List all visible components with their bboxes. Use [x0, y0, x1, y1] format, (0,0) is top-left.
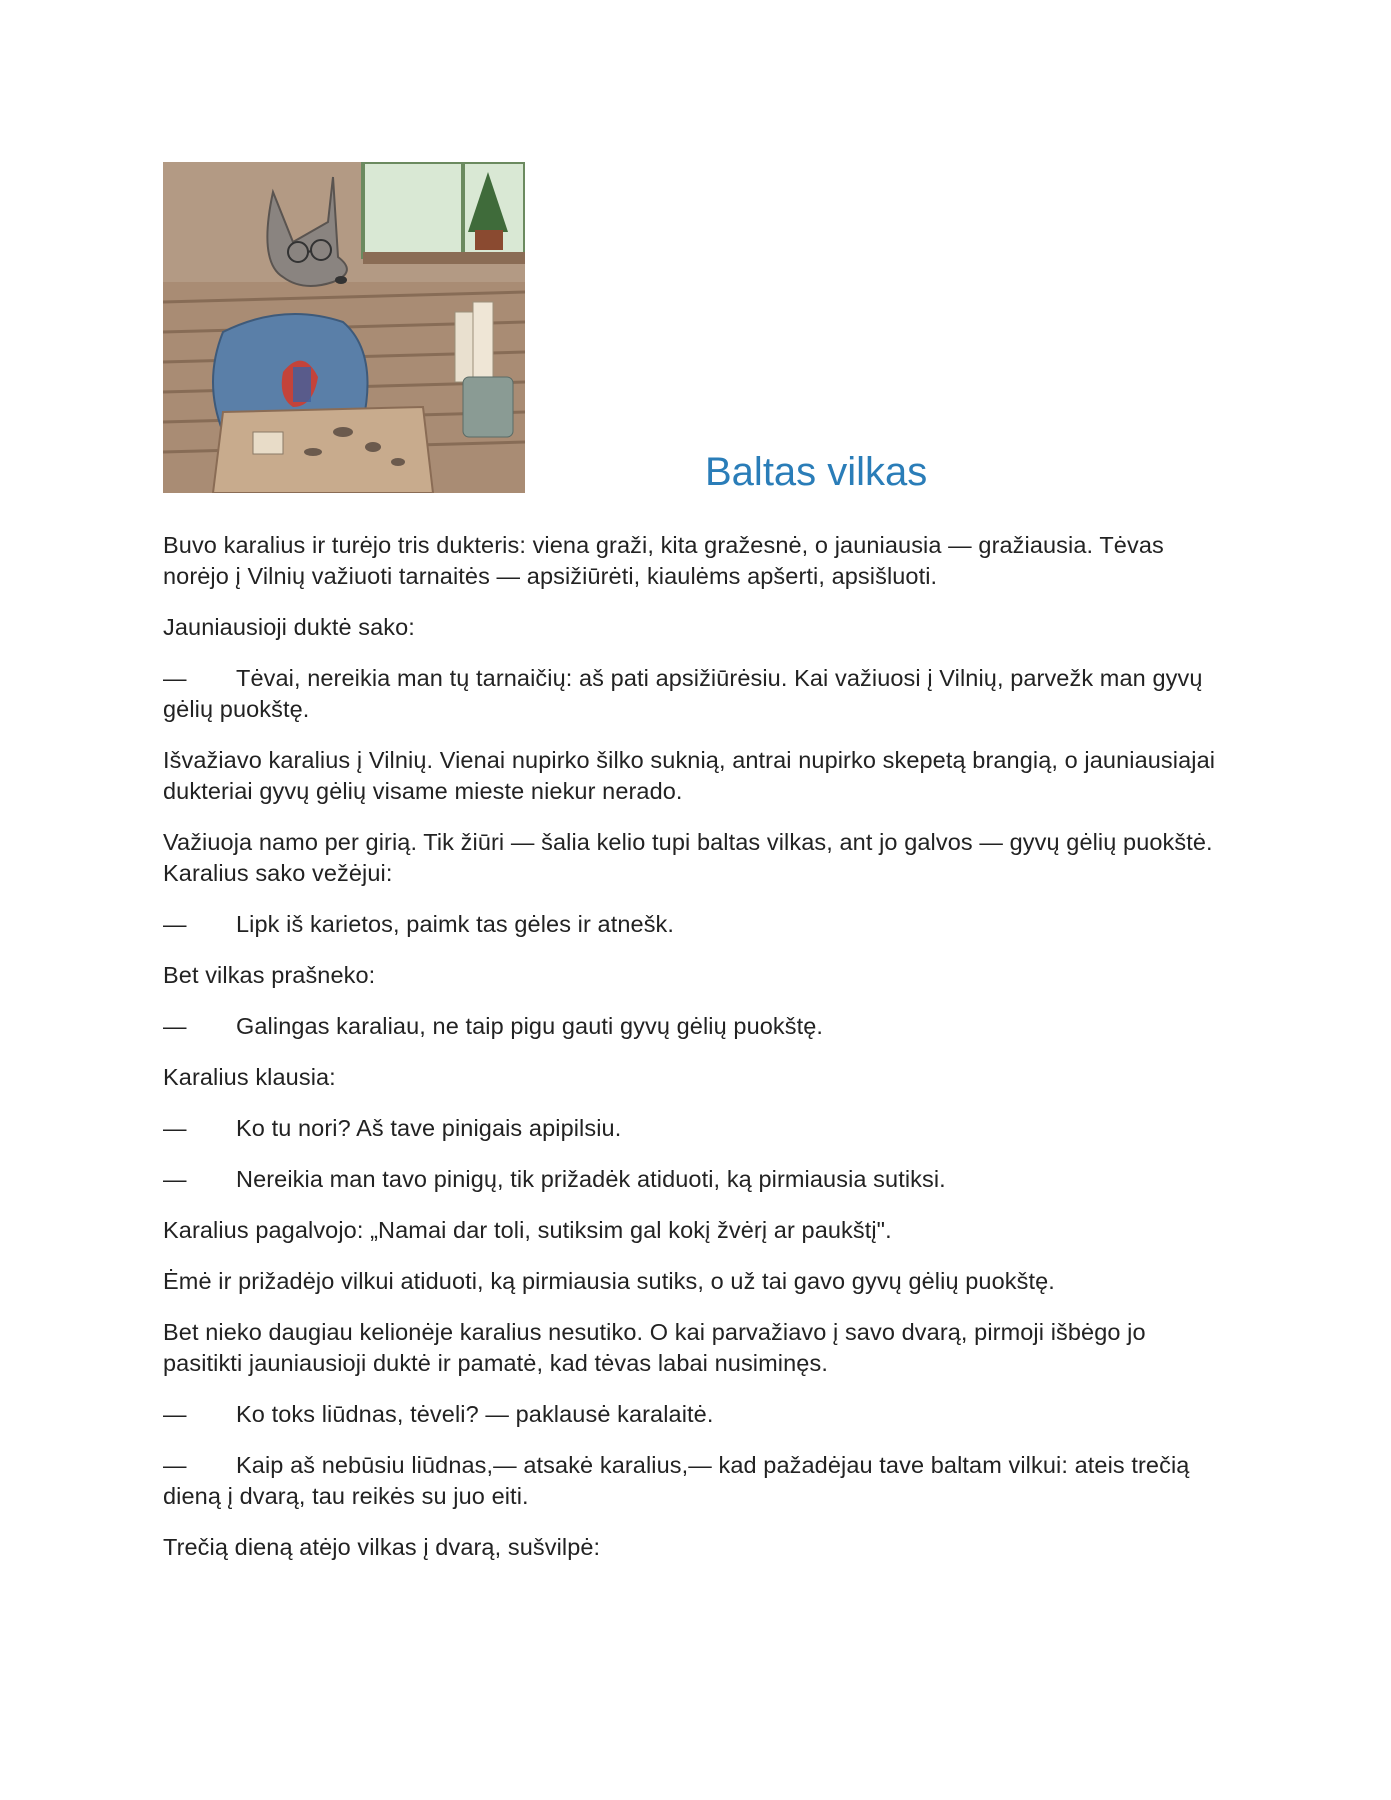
paragraph-text: Jauniausioji duktė sako:	[163, 614, 415, 640]
paragraph-text: Kaip aš nebūsiu liūdnas,— atsakė karalius,— kad pažadėjau tave baltam vilkui: ateis trečią dieną į dvarą, tau reikės su juo eiti.	[163, 1452, 1190, 1509]
paragraph-text: Ėmė ir prižadėjo vilkui atiduoti, ką pirmiausia sutiks, o už tai gavo gyvų gėlių puokštę.	[163, 1268, 1055, 1294]
paragraph-text: Ko tu nori? Aš tave pinigais apipilsiu.	[236, 1115, 622, 1141]
dialogue-dash: —	[163, 1115, 187, 1141]
paragraph	[163, 1317, 1223, 1379]
paragraph-text: Tėvai, nereikia man tų tarnaičių: aš pati apsižiūrėsiu. Kai važiuosi į Vilnių, parvežk man gyvų gėlių puokštę.	[163, 665, 1203, 722]
paragraph-text: Trečią dieną atėjo vilkas į dvarą, sušvilpė:	[163, 1534, 601, 1560]
paragraph-text: Karalius pagalvojo: „Namai dar toli, sutiksim gal kokį žvėrį ar paukštį".	[163, 1217, 892, 1243]
dialogue-paragraph	[163, 1450, 1223, 1512]
paragraph	[163, 530, 1223, 592]
paragraph	[163, 612, 1223, 643]
dialogue-paragraph	[163, 909, 1223, 940]
dialogue-dash: —	[163, 1013, 187, 1039]
paragraph	[163, 960, 1223, 991]
paragraph	[163, 1062, 1223, 1093]
paragraph	[163, 827, 1223, 889]
wolf-illustration	[163, 162, 525, 493]
dialogue-dash: —	[163, 665, 187, 691]
paragraph-text: Ko toks liūdnas, tėveli? — paklausė karalaitė.	[236, 1401, 714, 1427]
dialogue-paragraph	[163, 1399, 1223, 1430]
paragraph	[163, 1266, 1223, 1297]
dialogue-dash: —	[163, 1452, 187, 1478]
paragraph-text: Nereikia man tavo pinigų, tik prižadėk atiduoti, ką pirmiausia sutiksi.	[236, 1166, 946, 1192]
paragraph-text: Buvo karalius ir turėjo tris dukteris: viena graži, kita gražesnė, o jauniausia — gražiausia. Tėvas norėjo į Vilnių važiuoti tarnaitės — apsižiūrėti, kiaulėms apšerti, apsišluoti.	[163, 532, 1164, 589]
dialogue-paragraph	[163, 663, 1223, 725]
paragraph-text: Bet nieko daugiau kelionėje karalius nesutiko. O kai parvažiavo į savo dvarą, pirmoji išbėgo jo pasitikti jauniausioji duktė ir pamatė, kad tėvas labai nusiminęs.	[163, 1319, 1146, 1376]
paragraph	[163, 1215, 1223, 1246]
paragraph-text: Važiuoja namo per girią. Tik žiūri — šalia kelio tupi baltas vilkas, ant jo galvos — gyvų gėlių puokštė. Karalius sako vežėjui:	[163, 829, 1213, 886]
paragraph-text: Karalius klausia:	[163, 1064, 336, 1090]
dialogue-paragraph	[163, 1011, 1223, 1042]
paragraph	[163, 1532, 1223, 1563]
dialogue-paragraph	[163, 1113, 1223, 1144]
dialogue-dash: —	[163, 911, 187, 937]
page-title: Baltas vilkas	[705, 450, 928, 494]
dialogue-paragraph	[163, 1164, 1223, 1195]
dialogue-dash: —	[163, 1401, 187, 1427]
paragraph-text: Galingas karaliau, ne taip pigu gauti gyvų gėlių puokštę.	[236, 1013, 824, 1039]
paragraph	[163, 745, 1223, 807]
paragraph-text: Bet vilkas prašneko:	[163, 962, 376, 988]
paragraph-text: Lipk iš karietos, paimk tas gėles ir atnešk.	[236, 911, 675, 937]
story-text	[163, 530, 1223, 1583]
dialogue-dash: —	[163, 1166, 187, 1192]
paragraph-text: Išvažiavo karalius į Vilnių. Vienai nupirko šilko suknią, antrai nupirko skepetą brangią, o jauniausiajai dukteriai gyvų gėlių visame mieste niekur nerado.	[163, 747, 1216, 804]
